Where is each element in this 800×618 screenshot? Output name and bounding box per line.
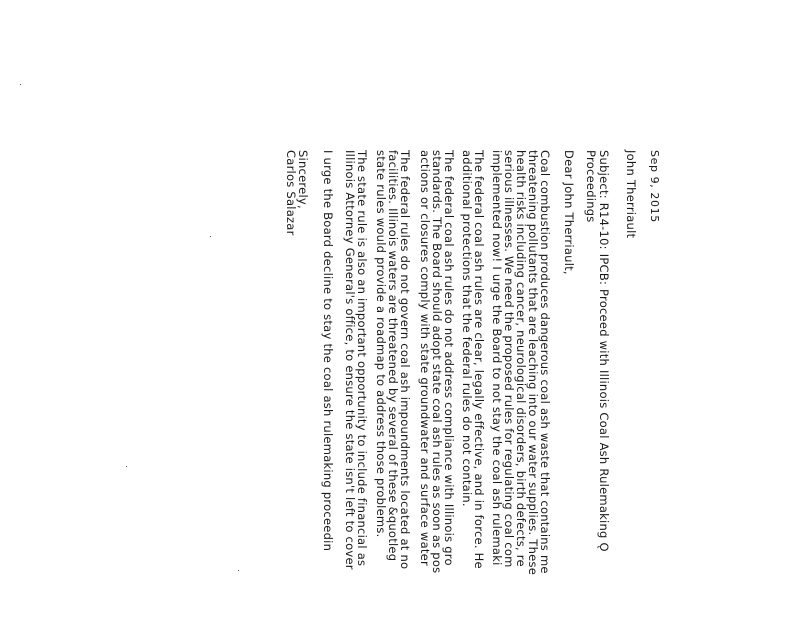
- salutation: Dear John Therriault,: [562, 150, 576, 275]
- paragraph-5-line: Illinois Attorney General's office, to ensure the state isn't left to cover: [343, 150, 357, 570]
- subject-line-2: Proceedings: [584, 150, 598, 223]
- scan-speck: [210, 236, 211, 237]
- paragraph-1-line: Coal combustion produces dangerous coal ash waste that contains me: [538, 150, 552, 574]
- scan-speck: [126, 466, 127, 467]
- paragraph-3-line: actions or closures comply with state groundwater and surface water: [418, 150, 432, 566]
- scan-speck: [238, 570, 239, 571]
- scan-speck: [20, 84, 21, 85]
- subject-line-1: Subject: R14-10: IPCB: Proceed with Illinois Coal Ash Rulemaking Ǫ: [597, 150, 611, 552]
- paragraph-1-line: serious illnesses. We need the proposed rules for regulating coal com: [502, 150, 516, 568]
- letter-date: Sep 9, 2015: [648, 150, 661, 223]
- paragraph-4-line: facilities. Illinois waters are threatened by several of these &quotleg: [386, 150, 400, 562]
- paragraph-4-line: state rules would provide a roadmap to address those problems.: [374, 150, 388, 538]
- closing-valediction: Sincerely,: [296, 150, 310, 209]
- paragraph-1-line: threatening pollutants that are leaching into our water supplies. These: [526, 150, 540, 576]
- closing-request: I urge the Board decline to stay the coal ash rulemaking proceedin: [321, 150, 335, 552]
- paragraph-1-line: health risks including cancer, neurological disorders, birth defects, re: [514, 150, 528, 567]
- recipient-name: John Therriault: [624, 150, 638, 239]
- paragraph-3-line: The federal coal ash rules do not address compliance with Illinois gro: [442, 150, 456, 566]
- paragraph-2-line: The federal coal ash rules are clear, legally effective, and in force. He: [472, 150, 486, 569]
- paragraph-5-line: The state rule is also an important opportunity to include financial as: [355, 150, 369, 567]
- signature-name: Carlos Salazar: [284, 150, 298, 236]
- paragraph-4-line: The federal rules do not govern coal ash impoundments located at no: [398, 150, 412, 570]
- paragraph-1-line: implemented now! I urge the Board to not stay the coal ash rulemaki: [490, 150, 504, 566]
- paragraph-3-line: standards. The Board should adopt state coal ash rules as soon as pos: [430, 150, 444, 574]
- paragraph-2-line: additional protections that the federal rules do not contain.: [460, 150, 474, 507]
